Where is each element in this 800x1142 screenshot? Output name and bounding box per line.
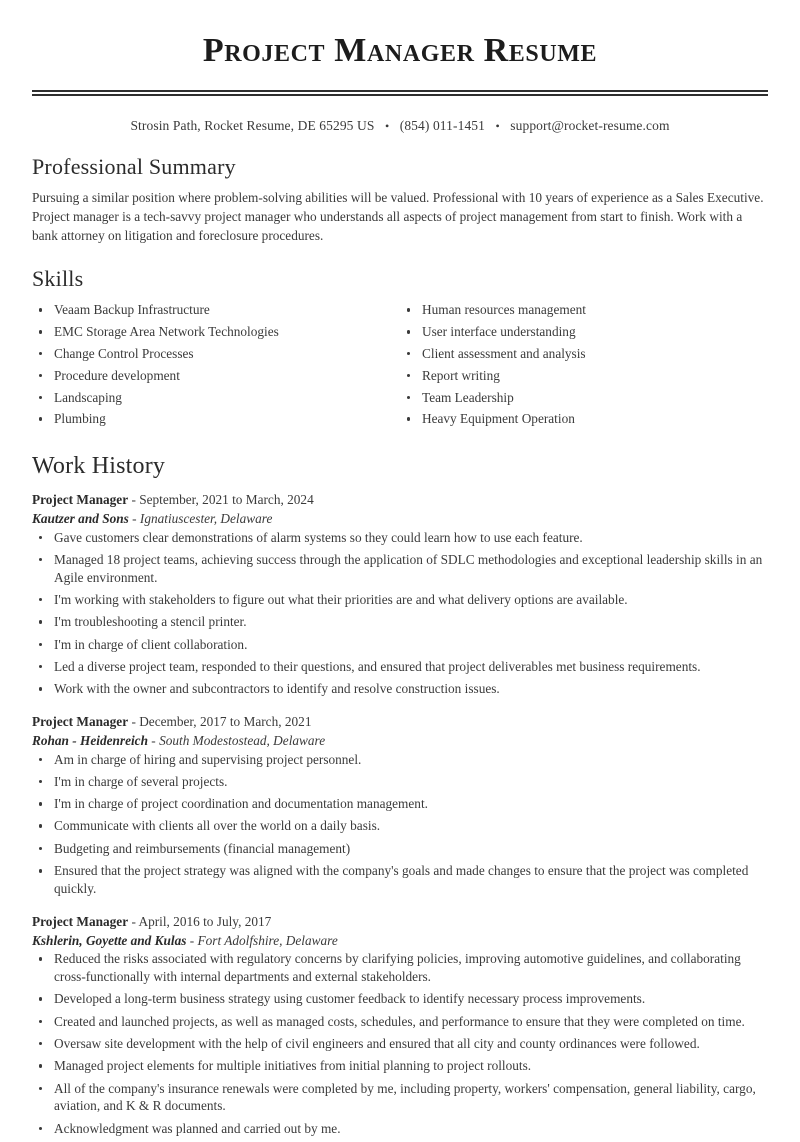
skill-item: Team Leadership	[400, 389, 768, 407]
job-bullet: Developed a long-term business strategy using customer feedback to identify necessary process improvements.	[32, 990, 768, 1008]
job-role: Project Manager	[32, 491, 129, 507]
skill-item: Change Control Processes	[32, 345, 400, 363]
job-bullet: Created and launched projects, as well as managed costs, schedules, and performance to ensure that they were completed on time.	[32, 1013, 768, 1031]
skill-item: Plumbing	[32, 410, 400, 428]
job-bullet: Led a diverse project team, responded to their questions, and ensured that project deliverables met business requirements.	[32, 658, 768, 676]
job-location: Ignatiuscester, Delaware	[139, 511, 273, 527]
job-role: Project Manager	[32, 714, 129, 730]
job-bullet: Managed 18 project teams, achieving success through the application of SDLC methodologies and exceptional leadership skills in an Agile environment.	[32, 551, 768, 587]
job-company-line	[32, 509, 768, 528]
job-role: Project Manager	[32, 913, 129, 929]
job-bullet: Reduced the risks associated with regulatory concerns by clarifying policies, improving automotive guidelines, and collaborating cross-functionally with internal departments and external stakeholders.	[32, 950, 768, 986]
contact-info	[32, 118, 768, 134]
job-location: South Modestostead, Delaware	[159, 733, 326, 749]
job-separator: -	[128, 714, 140, 730]
job-separator: -	[128, 511, 140, 527]
job-dates: September, 2021 to March, 2024	[139, 491, 314, 507]
skill-item: Veaam Backup Infrastructure	[32, 301, 400, 319]
job-bullet: I'm in charge of client collaboration.	[32, 636, 768, 654]
divider-line-bottom	[32, 94, 768, 96]
job-separator: -	[186, 933, 198, 948]
skills-columns	[32, 301, 768, 432]
section-title-work-history: Work History	[32, 453, 166, 480]
skill-item: Landscaping	[32, 389, 400, 407]
job-title-line	[32, 712, 768, 731]
section-title-skills: Skills	[32, 265, 84, 291]
job-title-line	[32, 912, 768, 931]
job-company: Kautzer and Sons	[32, 511, 129, 527]
job-dates: April, 2016 to July, 2017	[138, 913, 272, 929]
section-title-summary: Professional Summary	[32, 153, 236, 179]
skills-list-right	[400, 301, 768, 428]
job-bullet: Managed project elements for multiple initiatives from initial planning to project rollouts.	[32, 1057, 768, 1075]
job-bullet: I'm in charge of project coordination and documentation management.	[32, 795, 768, 813]
skill-item: Heavy Equipment Operation	[400, 410, 768, 428]
job-company-line	[32, 731, 768, 750]
header-divider	[32, 90, 768, 96]
job-bullet: Acknowledgment was planned and carried out by me.	[32, 1120, 768, 1138]
skill-item: Client assessment and analysis	[400, 345, 768, 363]
job-bullet-list	[32, 529, 768, 699]
job-bullet: I'm in charge of several projects.	[32, 773, 768, 791]
section-skills	[32, 266, 768, 432]
skill-item: Procedure development	[32, 367, 400, 385]
job-bullet: All of the company's insurance renewals were completed by me, including property, workers' compensation, general liability, cargo, aviation, and K & R documents.	[32, 1080, 768, 1116]
contact-address: Strosin Path, Rocket Resume, DE 65295 US	[130, 117, 375, 133]
job-bullet: Am in charge of hiring and supervising project personnel.	[32, 751, 768, 769]
job-bullet-list	[32, 950, 768, 1137]
job-entry	[32, 712, 768, 898]
skill-item: User interface understanding	[400, 323, 768, 341]
job-bullet: I'm working with stakeholders to figure out what their priorities are and what delivery options are available.	[32, 591, 768, 609]
job-company: Rohan - Heidenreich	[32, 733, 148, 749]
section-professional-summary	[32, 154, 768, 246]
skills-column-right	[400, 301, 768, 432]
job-bullet: Work with the owner and subcontractors to identify and resolve construction issues.	[32, 680, 768, 698]
contact-separator-2: •	[495, 118, 500, 133]
skill-item: Human resources management	[400, 301, 768, 319]
skill-item: EMC Storage Area Network Technologies	[32, 323, 400, 341]
job-company: Kshlerin, Goyette and Kulas	[32, 933, 187, 948]
job-bullet: Communicate with clients all over the world on a daily basis.	[32, 817, 768, 835]
job-dates: December, 2017 to March, 2021	[139, 714, 312, 730]
page-title: Project Manager Resume	[202, 32, 598, 69]
job-bullet: Budgeting and reimbursements (financial management)	[32, 840, 768, 858]
job-entry	[32, 912, 768, 1138]
job-bullet-list	[32, 751, 768, 898]
job-separator: -	[147, 733, 160, 749]
job-bullet: Ensured that the project strategy was aligned with the company's goals and made changes to ensure that the project was completed quickly.	[32, 862, 768, 898]
job-bullet: I'm troubleshooting a stencil printer.	[32, 613, 768, 631]
work-history-list	[32, 490, 768, 1138]
job-entry	[32, 490, 768, 698]
job-company-line	[32, 931, 768, 950]
skills-column-left	[32, 301, 400, 432]
job-location: Fort Adolfshire, Delaware	[197, 933, 338, 948]
job-bullet: Gave customers clear demonstrations of alarm systems so they could learn how to use each feature.	[32, 529, 768, 547]
skill-item: Report writing	[400, 367, 768, 385]
contact-separator-1: •	[384, 118, 390, 133]
contact-phone: (854) 011-1451	[399, 117, 485, 133]
job-bullet: Oversaw site development with the help of civil engineers and ensured that all city and county ordinances were followed.	[32, 1035, 768, 1053]
job-title-line	[32, 490, 768, 509]
summary-text: Pursuing a similar position where problem-solving abilities will be valued. Professional with 10 years of experience as a Sales Executive. Project manager is a tech-savvy project manager who understands all aspects of project management from start to finish. Work with a bank attorney on litigation and foreclosure procedures.	[32, 190, 764, 244]
contact-email: support@rocket-resume.com	[510, 117, 670, 133]
job-separator: -	[128, 913, 139, 929]
skills-list-left	[32, 301, 400, 428]
job-separator: -	[128, 491, 140, 507]
